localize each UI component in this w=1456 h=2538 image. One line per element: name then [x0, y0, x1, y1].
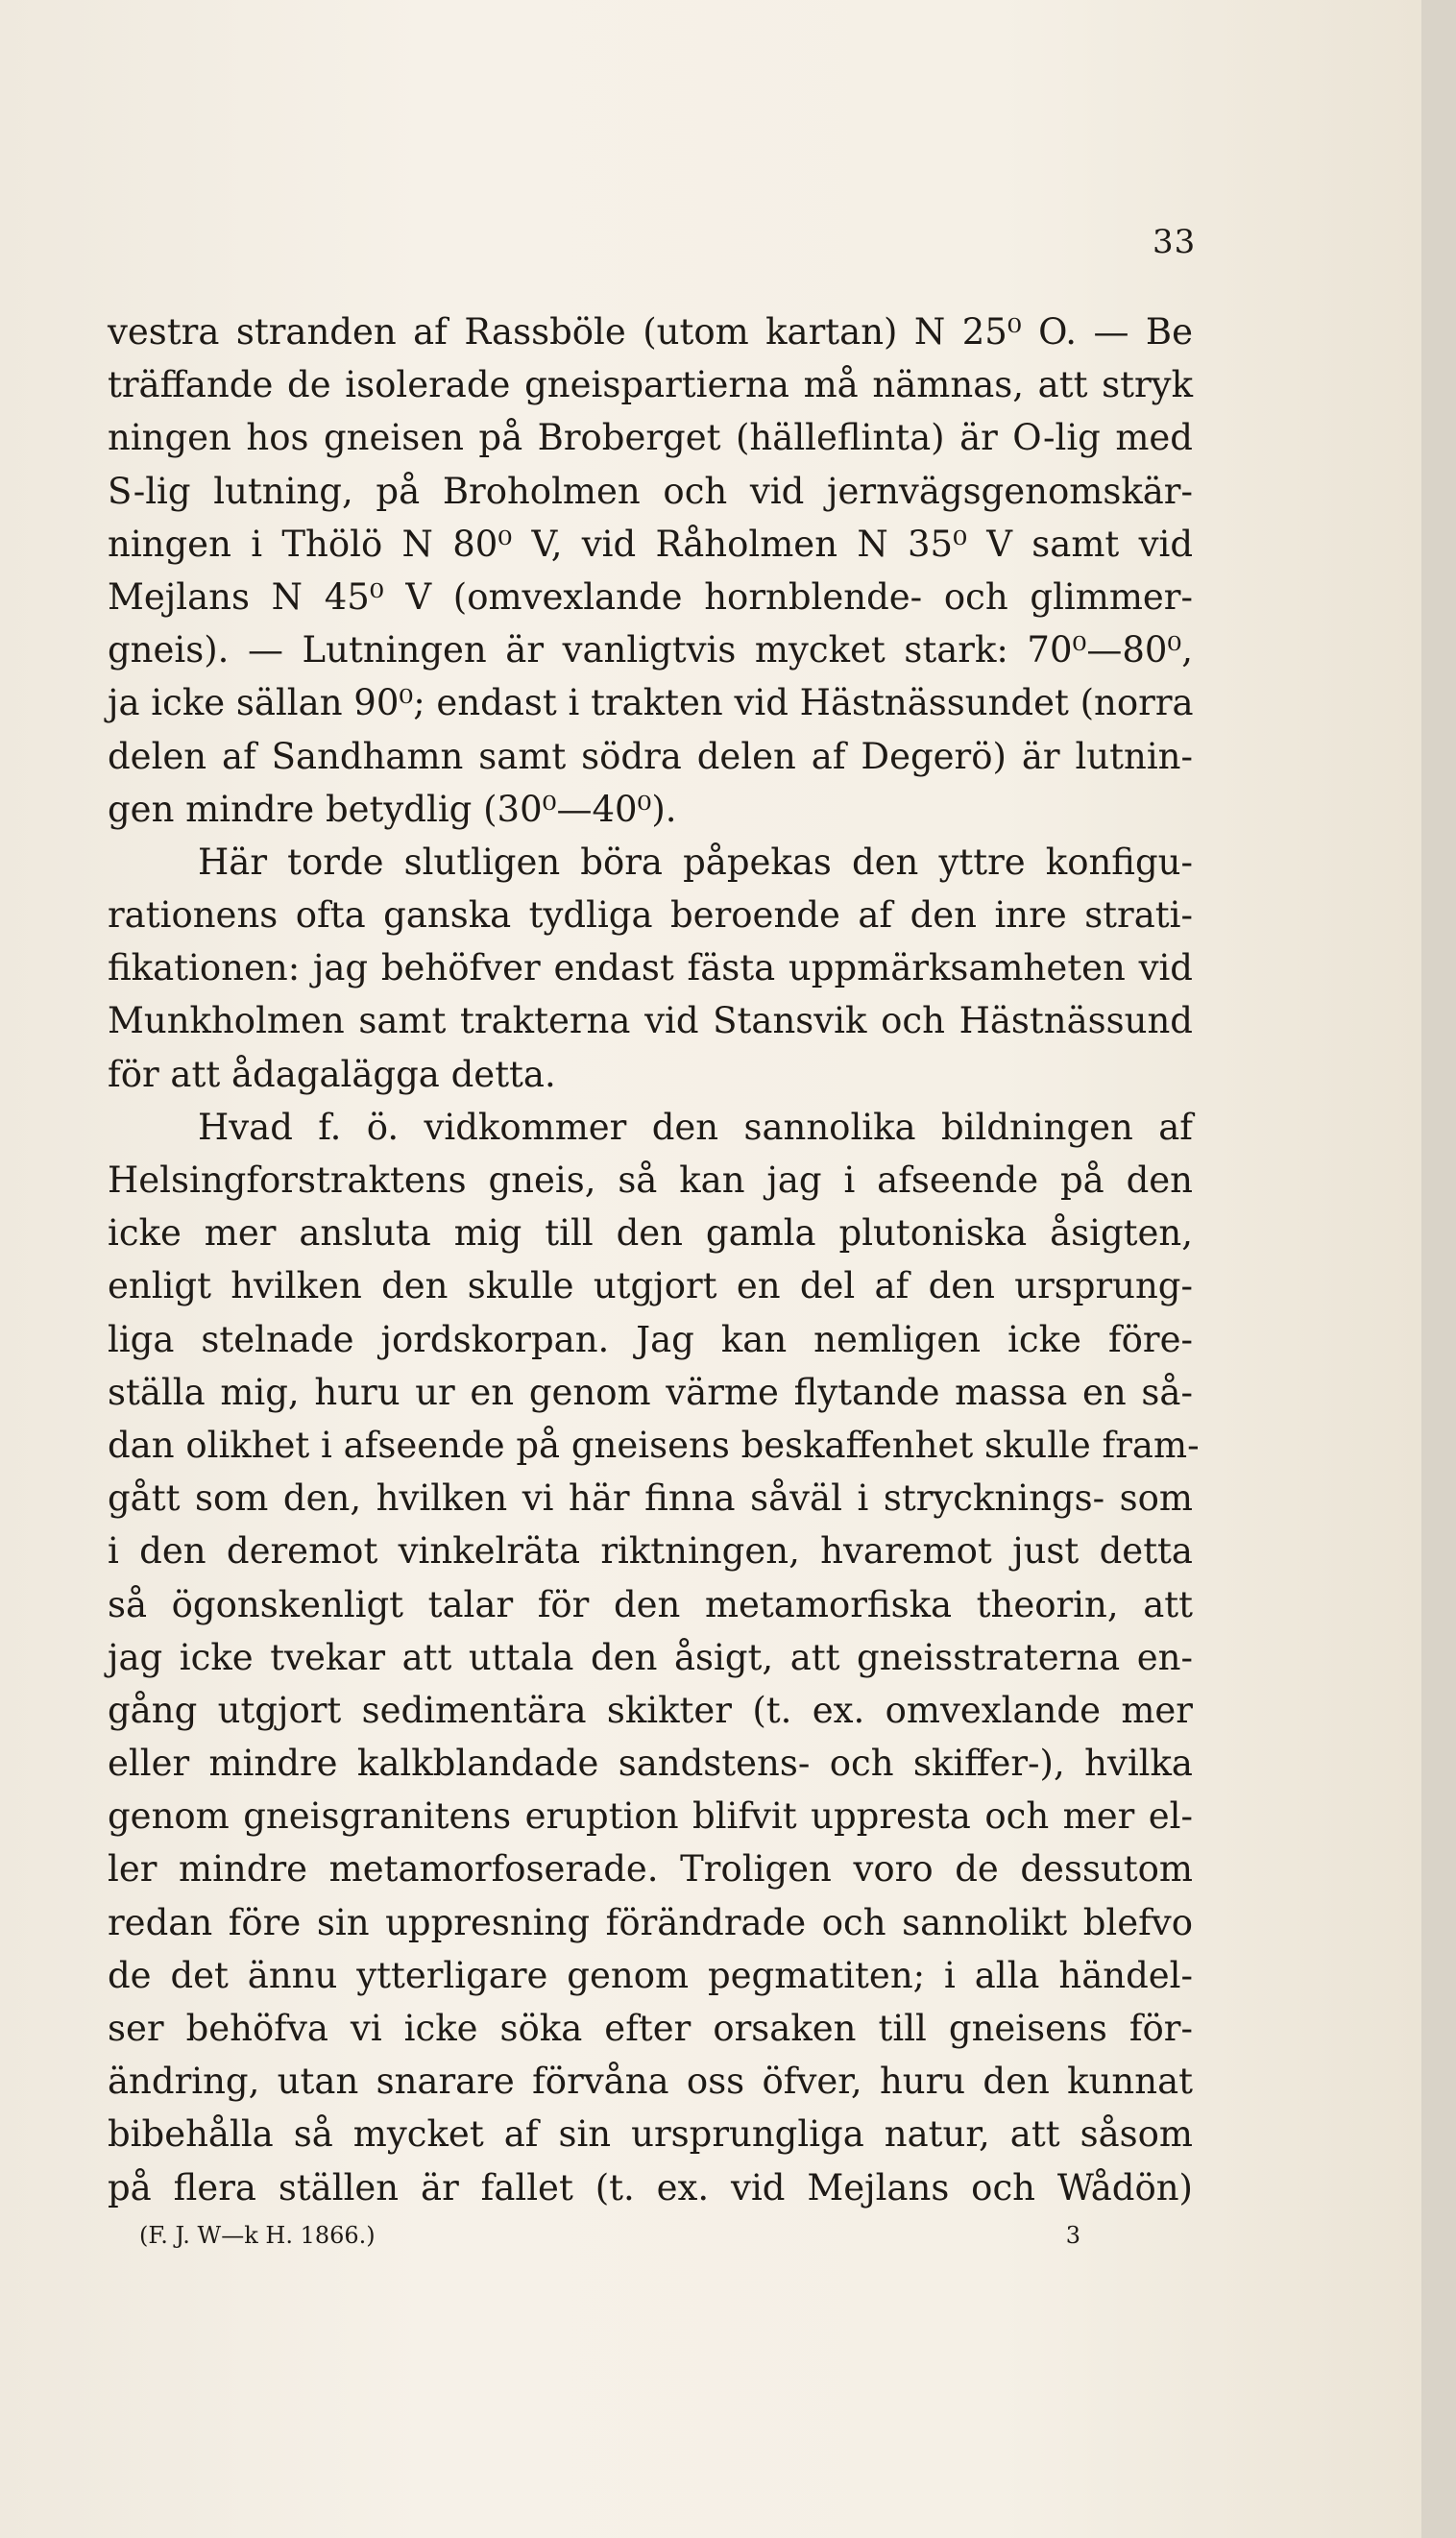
text-line: jag icke tvekar att uttala den åsigt, att gneisstraterna en- — [108, 1636, 1193, 1678]
footer-signature-text: (F. J. W—k H. 1866.) — [139, 2222, 376, 2249]
text-line: Munkholmen samt trakterna vid Stansvik och Hästnässund — [108, 1000, 1193, 1042]
footer-signature — [139, 2222, 1080, 2249]
text-line: gått som den, hvilken vi här finna såväl i strycknings- som — [108, 1477, 1193, 1520]
text-line: för att ådagalägga detta. — [108, 1053, 556, 1095]
text-line: genom gneisgranitens eruption blifvit uppresta och mer el- — [108, 1795, 1193, 1838]
text-line: de det ännu ytterligare genom pegmatiten; i alla händel- — [108, 1954, 1193, 1996]
text-line: gång utgjort sedimentära skikter (t. ex. omvexlande mer — [108, 1689, 1193, 1731]
text-line: fikationen: jag behöfver endast fästa uppmärksamheten vid — [108, 947, 1193, 989]
body-text — [108, 305, 1200, 2214]
text-line: på flera ställen är fallet (t. ex. vid Mejlans och Wådön) — [108, 2166, 1193, 2209]
text-line: gen mindre betydlig (30⁰—40⁰). — [108, 788, 677, 830]
text-line: liga stelnade jordskorpan. Jag kan nemligen icke före- — [108, 1318, 1193, 1360]
signature-mark: 3 — [1065, 2222, 1080, 2249]
text-line: träffande de isolerade gneispartierna må nämnas, att stryk — [108, 364, 1193, 406]
text-line: ler mindre metamorfoserade. Troligen voro de dessutom — [108, 1848, 1193, 1891]
text-line: eller mindre kalkblandade sandstens- och skiffer-), hvilka — [108, 1743, 1193, 1785]
text-line: vestra stranden af Rassböle (utom kartan) N 25⁰ O. — Be — [108, 311, 1193, 353]
text-line: ningen i Thölö N 80⁰ V, vid Råholmen N 35⁰ V samt vid — [108, 523, 1193, 565]
text-line: Mejlans N 45⁰ V (omvexlande hornblende- och glimmer- — [108, 575, 1193, 618]
text-line: Helsingforstraktens gneis, så kan jag i afseende på den — [108, 1159, 1193, 1201]
text-line: rationens ofta ganska tydliga beroende af den inre strati- — [108, 894, 1193, 937]
text-line: redan före sin uppresning förändrade och sannolikt blefvo — [108, 1901, 1193, 1943]
text-line: så ögonskenligt talar för den metamorfiska theorin, att — [108, 1583, 1193, 1625]
text-line: ändring, utan snarare förvåna oss öfver, huru den kunnat — [108, 2061, 1193, 2103]
text-line: icke mer ansluta mig till den gamla plutoniska åsigten, — [108, 1212, 1193, 1255]
text-line: gneis). — Lutningen är vanligtvis mycket stark: 70⁰—80⁰, — [108, 629, 1193, 671]
page-edge — [1421, 0, 1456, 2538]
text-line: ningen hos gneisen på Broberget (hälleflinta) är O-lig med — [108, 417, 1193, 459]
text-line: i den deremot vinkelräta riktningen, hvaremot just detta — [108, 1530, 1193, 1573]
text-line: ser behöfva vi icke söka efter orsaken till gneisens för- — [108, 2008, 1193, 2049]
text-line: dan olikhet i afseende på gneisens beskaffenhet skulle fram- — [108, 1424, 1200, 1466]
text-line: bibehålla så mycket af sin ursprungliga natur, att såsom — [108, 2113, 1193, 2156]
text-line: Hvad f. ö. vidkommer den sannolika bildningen af — [198, 1106, 1193, 1148]
text-line: delen af Sandhamn samt södra delen af Degerö) är lutnin- — [108, 735, 1193, 777]
text-line: S-lig lutning, på Broholmen och vid jernvägsgenomskär- — [108, 470, 1193, 512]
page-number: 33 — [1153, 223, 1197, 261]
text-line: Här torde slutligen böra påpekas den yttre konfigu- — [198, 841, 1193, 883]
text-line: enligt hvilken den skulle utgjort en del af den ursprung- — [108, 1265, 1193, 1307]
text-line: ja icke sällan 90⁰; endast i trakten vid Hästnässundet (norra — [108, 682, 1194, 724]
text-line: ställa mig, huru ur en genom värme flytande massa en så- — [108, 1371, 1193, 1413]
